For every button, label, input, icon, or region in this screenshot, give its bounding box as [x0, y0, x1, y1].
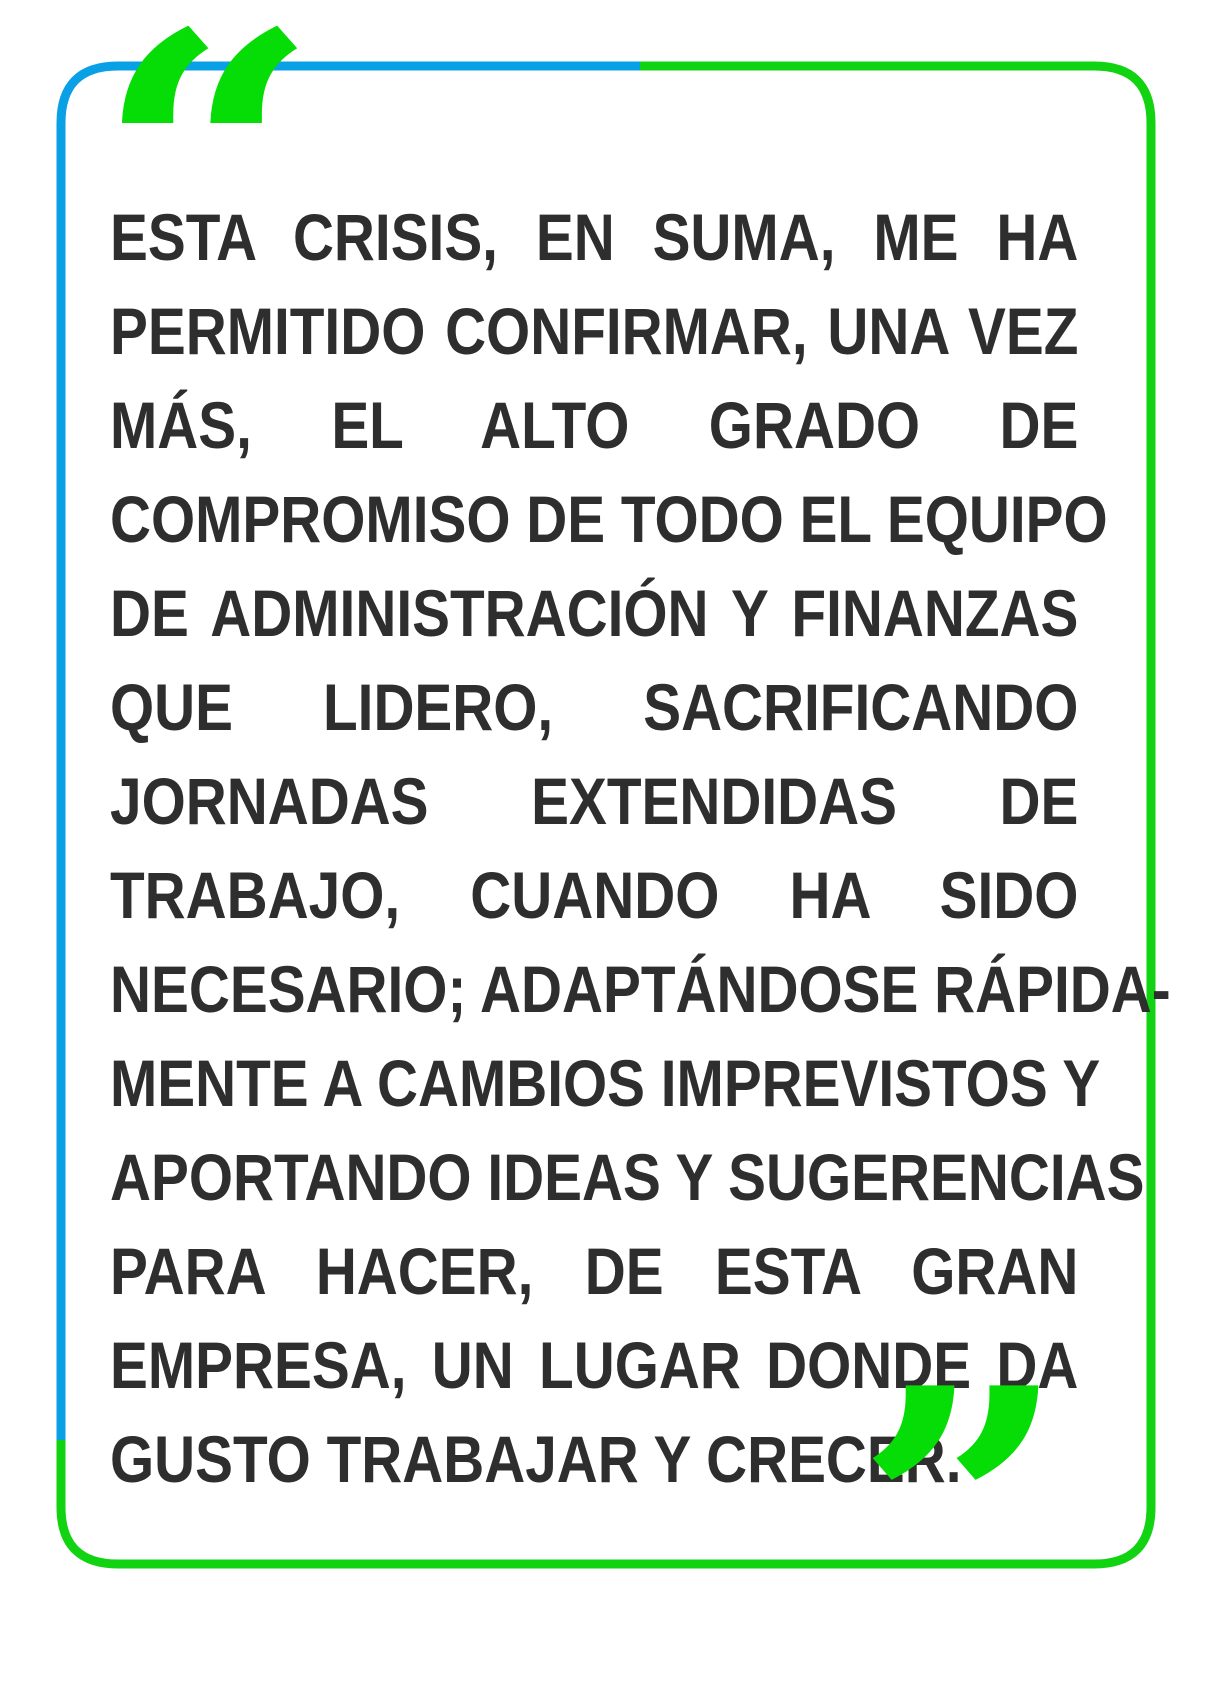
open-quote-icon: “	[95, 0, 295, 359]
quote-line: NECESARIO; ADAPTÁNDOSE RÁPIDA-	[110, 952, 1171, 1026]
quote-line: MENTE A CAMBIOS IMPREVISTOS Y	[110, 1046, 1101, 1120]
quote-line: APORTANDO IDEAS Y SUGERENCIAS	[110, 1140, 1145, 1214]
quote-line: MÁS, EL ALTO GRADO DE	[110, 388, 1079, 462]
quote-line: JORNADAS EXTENDIDAS DE	[110, 764, 1079, 838]
quote-line: TRABAJO, CUANDO HA SIDO	[110, 858, 1079, 932]
quote-line: GUSTO TRABAJAR Y CRECER.	[110, 1422, 962, 1496]
quote-line: EMPRESA, UN LUGAR DONDE DA	[110, 1328, 1079, 1402]
quote-line: QUE LIDERO, SACRIFICANDO	[110, 670, 1079, 744]
quote-line: PERMITIDO CONFIRMAR, UNA VEZ	[110, 294, 1079, 368]
quote-line: COMPROMISO DE TODO EL EQUIPO	[110, 482, 1108, 556]
quote-line: ESTA CRISIS, EN SUMA, ME HA	[110, 200, 1079, 274]
quote-line: PARA HACER, DE ESTA GRAN	[110, 1234, 1079, 1308]
close-quote-icon: ”	[855, 1316, 1043, 1704]
quote-line: DE ADMINISTRACIÓN Y FINANZAS	[110, 576, 1079, 650]
quote-body	[110, 190, 1171, 1506]
